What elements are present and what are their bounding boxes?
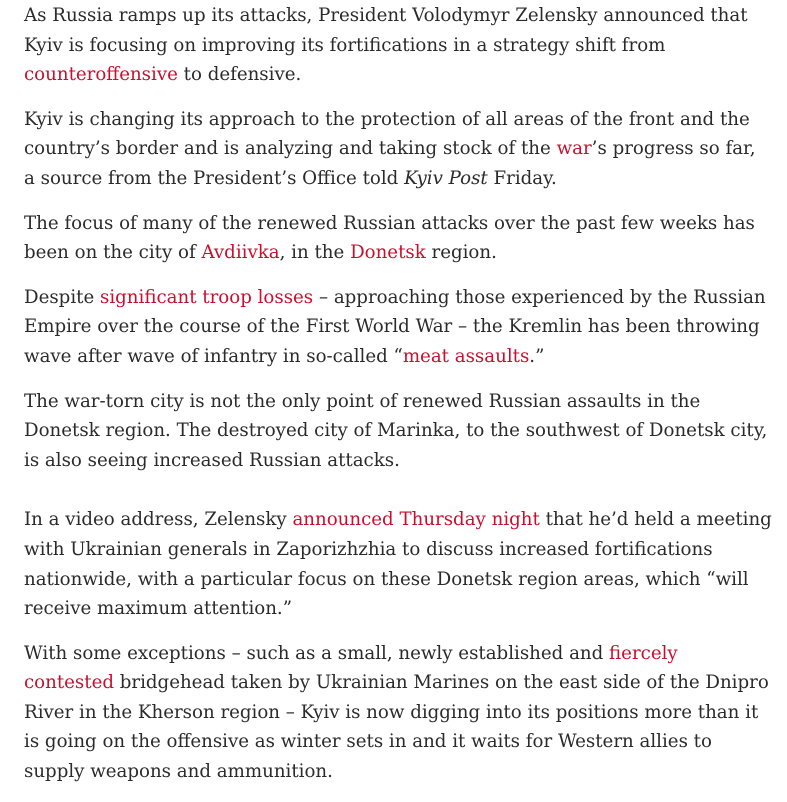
paragraph-text: The focus of many of the renewed Russian attacks over the past few weeks has been on the city of [24,212,755,264]
paragraph-text: ’s progress so far, a source from the President’s Office told [24,138,756,189]
paragraph-5 [24,387,772,476]
paragraph-text: With some exceptions – such as a small, newly established and [24,642,610,664]
link-significant-troop-losses[interactable]: significant troop losses [100,286,314,308]
paragraph-text: , in the [279,242,351,264]
paragraph-text: – approaching those experienced by the Russian Empire over the course of the First World War – the Kremlin has been throwing wave after wave of infantry in so-called “ [24,286,766,367]
paragraph-text: As Russia ramps up its attacks, President Volodymyr Zelensky announced that Kyiv is focusing on improving its fortifications in a strategy shift from [24,5,748,56]
link-announced-thursday-night[interactable]: announced Thursday night [292,509,540,531]
paragraph-text: that he’d held a meeting with Ukrainian generals in Zaporizhzhia to discuss increased fortifications nationwide, with a particular focus on these Donetsk region areas, which “will receive maximum attention.” [24,509,772,620]
link-counteroffensive[interactable]: counteroffensive [24,64,178,86]
paragraph-1 [24,1,772,90]
paragraph-4 [24,283,772,372]
paragraph-2 [24,105,772,194]
paragraph-text: region. [425,242,497,264]
link-donetsk[interactable]: Donetsk [350,242,426,264]
paragraph-3 [24,209,772,268]
paragraph-text: bridgehead taken by Ukrainian Marines on the east side of the Dnipro River in the Kherson region – Kyiv is now digging into its positions more than it is going on the offensive as winter sets in and it waits for Western allies to supply weapons and ammunition. [24,672,769,783]
link-war[interactable]: war [556,138,592,160]
paragraph-7 [24,639,772,787]
link-avdiivka[interactable]: Avdiivka [201,242,280,264]
paragraph-text: Kyiv is changing its approach to the protection of all areas of the front and the country’s border and is analyzing and taking stock of the [24,108,750,160]
paragraph-text: to defensive. [177,64,302,86]
article-body [24,1,772,802]
paragraph-text: .” [529,345,545,367]
paragraph-text: Friday. [487,167,557,189]
publication-name: Kyiv Post [404,167,488,189]
link-meat-assaults[interactable]: meat assaults [402,345,530,367]
paragraph-6 [24,505,772,623]
paragraph-text: The war-torn city is not the only point of renewed Russian assaults in the Donetsk region. The destroyed city of Marinka, to the southwest of Donetsk city, is also seeing increased Russian attacks. [24,390,768,471]
paragraph-text: Despite [24,286,100,308]
paragraph-text: In a video address, Zelensky [24,509,293,531]
link-fiercely-contested[interactable]: fiercely contested [24,642,678,694]
